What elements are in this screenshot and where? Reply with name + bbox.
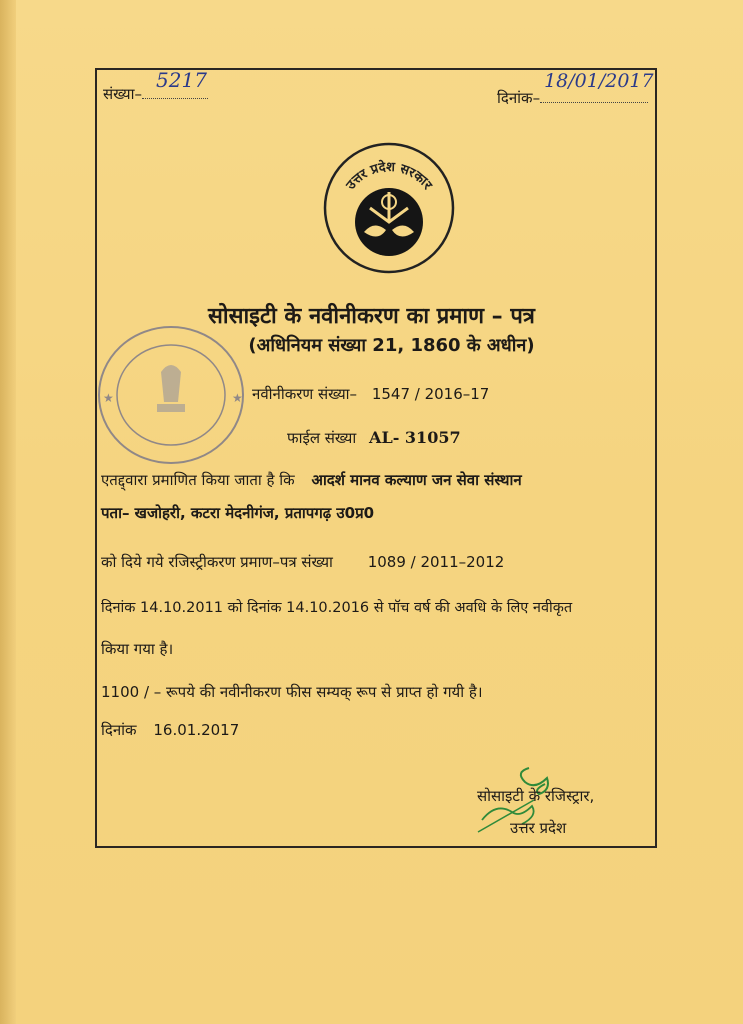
renewal-number-label: नवीनीकरण संख्या– <box>252 385 358 403</box>
svg-text:★: ★ <box>232 391 243 405</box>
certificate-date-label: दिनांक– <box>497 89 541 107</box>
certificate-date-value: 18/01/2017 <box>544 70 654 92</box>
file-number-value: AL- 31057 <box>369 428 461 447</box>
registration-text: को दिये गये रजिस्ट्रीकरण प्रमाण–पत्र संख्या <box>101 553 333 571</box>
issue-date <box>101 720 239 740</box>
organization-address: पता– खजोहरी, कटरा मेदनीगंज, प्रतापगढ़ उ0प्र0 <box>101 504 375 522</box>
renewal-number <box>252 384 489 404</box>
certificate-number <box>103 68 208 104</box>
registration-number: 1089 / 2011–2012 <box>367 553 505 571</box>
organization-name: आदर्श मानव कल्याण जन सेवा संस्थान <box>311 471 522 489</box>
signatory-title: सोसाइटी के रजिस्ट्रार, <box>477 787 595 805</box>
renewal-number-value: 1547 / 2016–17 <box>371 385 490 403</box>
file-number-label: फाईल संख्या <box>287 429 357 447</box>
renewal-period-line1: दिनांक 14.10.2011 को दिनांक 14.10.2016 से पॉच वर्ष की अवधि के लिए नवीकृत <box>101 600 573 616</box>
certify-statement <box>101 470 522 490</box>
signatory-state: उत्तर प्रदेश <box>510 819 567 837</box>
issue-date-value: 16.01.2017 <box>153 721 240 739</box>
registration-line <box>101 552 504 572</box>
certificate-number-label: संख्या– <box>103 85 143 103</box>
certificate-date <box>497 70 654 108</box>
issue-date-label: दिनांक <box>101 721 137 739</box>
svg-text:उत्तर प्रदेश सरकार: उत्तर प्रदेश सरकार <box>343 159 435 193</box>
uttar-pradesh-emblem-icon <box>320 140 458 276</box>
certificate-title: सोसाइटी के नवीनीकरण का प्रमाण – पत्र <box>208 304 535 329</box>
file-number <box>287 428 461 448</box>
office-seal-stamp <box>95 322 247 468</box>
svg-text:★: ★ <box>103 391 114 405</box>
certificate-number-value: 5217 <box>156 68 207 92</box>
certify-prefix: एतद्द्वारा प्रमाणित किया जाता है कि <box>101 471 295 489</box>
certificate-subtitle: (अधिनियम संख्या 21, 1860 के अधीन) <box>248 335 535 356</box>
fee-statement: 1100 / – रूपये की नवीनीकरण फीस सम्यक् रूप से प्राप्त हो गयी है। <box>101 683 483 701</box>
paper-edge-shadow <box>0 0 16 1024</box>
renewal-period-line2: किया गया है। <box>101 640 174 658</box>
